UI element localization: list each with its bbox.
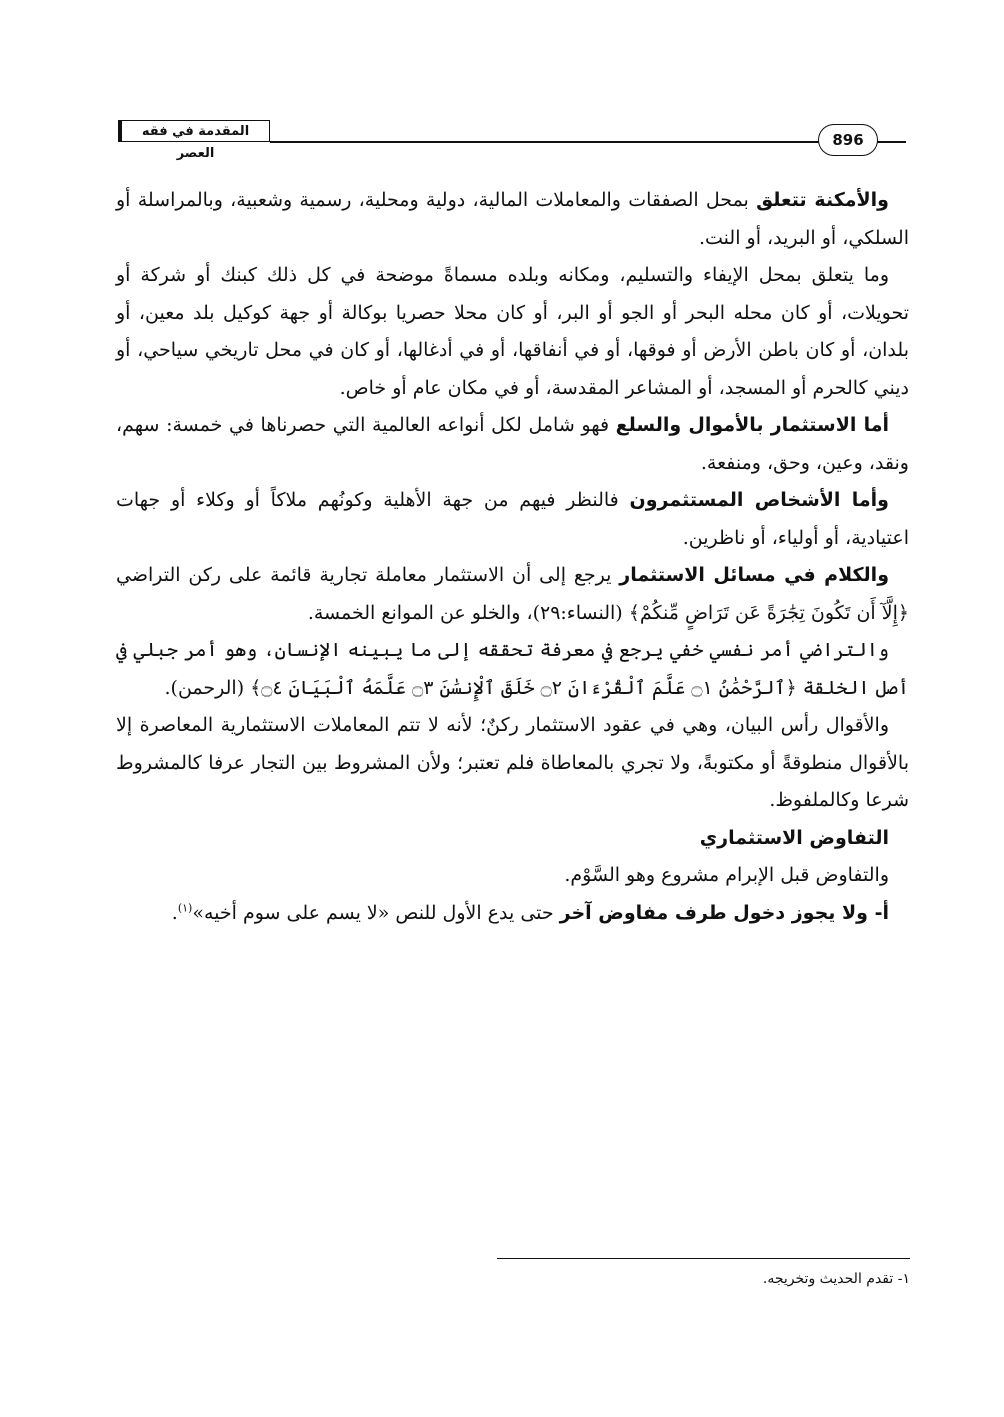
paragraph: والتفاوض قبل الإبرام مشروع وهو السَّوْم. xyxy=(564,864,889,886)
bold-lead: والكلام في مسائل الاستثمار xyxy=(619,564,890,586)
paragraph-text: يرجع إلى أن الاستثمار معاملة تجارية قائمة على ركن التراضي ﴿إِلَّآ أَن تَكُونَ تِجَٰرَةً عَن تَرَاضٍ مِّنكُمْ﴾ (النساء:٢٩)، والخلو عن الموانع الخمسة. xyxy=(116,564,909,624)
paragraph xyxy=(116,407,909,482)
paragraph-text: حتى يدع الأول للنص «لا يسم على سوم أخيه» xyxy=(192,901,560,924)
header-title: المقدمة في فقه العصر xyxy=(118,120,270,142)
page-body xyxy=(116,182,909,932)
paragraph: والتراضي أمر نفسي خفي يرجع في معرفة تحققه إلى ما يبينه الإنسان، وهو أمر جبلي في أصل الخلقة ﴿ٱلرَّحْمَٰنُ ۝١ عَلَّمَ ٱلْقُرْءَانَ ۝٢ خَلَقَ ٱلْإِنسَٰنَ ۝٣ عَلَّمَهُ ٱلْبَيَانَ ۝٤﴾ (الرحمن). xyxy=(116,639,909,699)
paragraph-text: فهو شامل لكل أنواعه العالمية التي حصرناها في خمسة: سهم، ونقد، وعين، وحق، ومنفعة. xyxy=(116,414,909,474)
footnote-reference[interactable]: (١) xyxy=(177,901,193,915)
page-number: 896 xyxy=(818,124,878,156)
footnote-separator xyxy=(497,1258,910,1259)
section-heading: التفاوض الاستثماري xyxy=(699,826,889,849)
header-rule xyxy=(270,141,906,143)
paragraph: وما يتعلق بمحل الإيفاء والتسليم، ومكانه وبلده مسماةً موضحة في كل ذلك كبنك أو شركة أو تحويلات، أو كان محله البحر أو الجو أو البر، أو كان محلا حصريا بوكالة أو جهة كوكيل بلد معين، أو بلدان، أو كان باطن الأرض أو فوقها، أو في أنفاقها، أو في أدغالها، أو كان في محل تاريخي سياحي، أو ديني كالحرم أو المسجد، أو المشاعر المقدسة، أو في مكان عام أو خاص. xyxy=(116,264,909,399)
bold-lead: أما الاستثمار بالأموال والسلع xyxy=(615,414,889,436)
bold-lead: وأما الأشخاص المستثمرون xyxy=(629,489,889,511)
paragraph: والأقوال رأس البيان، وهي في عقود الاستثمار ركنٌ؛ لأنه لا تتم المعاملات الاستثمارية المعاصرة إلا بالأقوال منطوقةً أو مكتوبةً، ولا تجري بالمعاطاة فلم تعتبر؛ ولأن المشروط بين التجار عرفا كالمشروط شرعا وكالملفوظ. xyxy=(116,714,909,811)
paragraph xyxy=(116,895,909,933)
bold-lead: والأمكنة تتعلق xyxy=(756,189,889,211)
bold-lead: أ- ولا يجوز دخول طرف مفاوض آخر xyxy=(559,901,889,924)
paragraph-end: . xyxy=(171,901,178,924)
page-header xyxy=(0,0,1004,160)
paragraph-text: فالنظر فيهم من جهة الأهلية وكونُهم ملاكاً أو وكلاء أو جهات اعتيادية، أو أولياء، أو ناظرين. xyxy=(116,489,909,549)
footnote: ١- تقدم الحديث وتخريجه. xyxy=(762,1271,910,1287)
paragraph-text: بمحل الصفقات والمعاملات المالية، دولية ومحلية، رسمية وشعبية، وبالمراسلة أو السلكي، أو البريد، أو النت. xyxy=(116,189,909,249)
paragraph xyxy=(116,482,909,557)
paragraph xyxy=(116,182,909,257)
paragraph xyxy=(116,557,909,632)
